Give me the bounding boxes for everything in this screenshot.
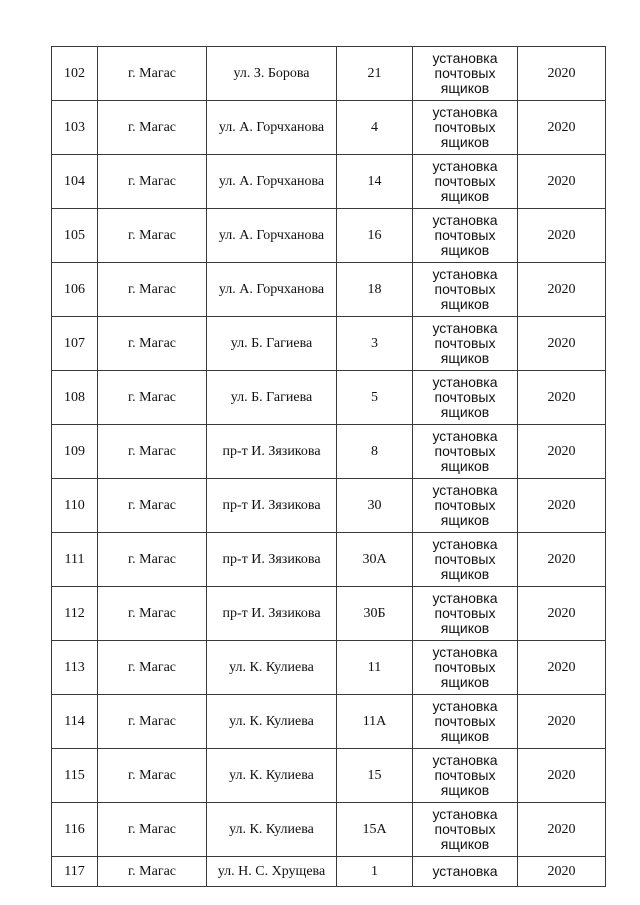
street-cell: ул. Б. Гагиева	[207, 317, 337, 371]
year-cell: 2020	[518, 155, 606, 209]
row-number-cell: 110	[52, 479, 98, 533]
year-cell: 2020	[518, 263, 606, 317]
year-cell: 2020	[518, 803, 606, 857]
street-cell: ул. З. Борова	[207, 47, 337, 101]
house-number-cell: 11А	[337, 695, 413, 749]
work-type-line: почтовых	[434, 659, 496, 675]
table-row	[52, 425, 606, 479]
work-type-line: установка	[432, 374, 498, 390]
table-row	[52, 155, 606, 209]
street-cell: пр-т И. Зязикова	[207, 533, 337, 587]
house-number-cell: 5	[337, 371, 413, 425]
work-type-line: установка	[432, 212, 498, 228]
row-number-cell: 112	[52, 587, 98, 641]
house-number-cell: 16	[337, 209, 413, 263]
street-cell: пр-т И. Зязикова	[207, 587, 337, 641]
row-number-cell: 102	[52, 47, 98, 101]
work-type-line: почтовых	[434, 227, 496, 243]
table-row	[52, 371, 606, 425]
street-cell: ул. А. Горчханова	[207, 101, 337, 155]
city-cell: г. Магас	[98, 803, 207, 857]
city-cell: г. Магас	[98, 47, 207, 101]
work-type-line: ящиков	[440, 836, 490, 852]
table-row	[52, 803, 606, 857]
year-cell: 2020	[518, 47, 606, 101]
work-type-line: ящиков	[440, 404, 490, 420]
city-cell: г. Магас	[98, 479, 207, 533]
year-cell: 2020	[518, 695, 606, 749]
work-type-line: установка	[432, 536, 498, 552]
year-cell: 2020	[518, 641, 606, 695]
street-cell: ул. Б. Гагиева	[207, 371, 337, 425]
work-type-line: почтовых	[434, 281, 496, 297]
work-type-line: почтовых	[434, 389, 496, 405]
work-type-line: почтовых	[434, 821, 496, 837]
work-type-line: установка	[432, 482, 498, 498]
city-cell: г. Магас	[98, 749, 207, 803]
work-type-cell	[413, 47, 518, 101]
work-type-line: установка	[432, 863, 498, 879]
city-cell: г. Магас	[98, 587, 207, 641]
street-cell: ул. А. Горчханова	[207, 155, 337, 209]
work-type-line: почтовых	[434, 605, 496, 621]
work-type-line: почтовых	[434, 497, 496, 513]
row-number-cell: 111	[52, 533, 98, 587]
house-number-cell: 18	[337, 263, 413, 317]
row-number-cell: 113	[52, 641, 98, 695]
table-row	[52, 263, 606, 317]
work-type-line: установка	[432, 158, 498, 174]
table-row	[52, 749, 606, 803]
house-number-cell: 30Б	[337, 587, 413, 641]
work-type-line: почтовых	[434, 335, 496, 351]
street-cell: пр-т И. Зязикова	[207, 425, 337, 479]
row-number-cell: 116	[52, 803, 98, 857]
work-type-line: ящиков	[440, 242, 490, 258]
work-type-line: почтовых	[434, 173, 496, 189]
table-row	[52, 101, 606, 155]
city-cell: г. Магас	[98, 101, 207, 155]
work-type-line: установка	[432, 590, 498, 606]
house-number-cell: 3	[337, 317, 413, 371]
street-cell: ул. К. Кулиева	[207, 749, 337, 803]
year-cell: 2020	[518, 479, 606, 533]
work-type-line: ящиков	[440, 512, 490, 528]
city-cell: г. Магас	[98, 263, 207, 317]
work-type-line: ящиков	[440, 80, 490, 96]
table-row	[52, 695, 606, 749]
row-number-cell: 114	[52, 695, 98, 749]
table-row	[52, 317, 606, 371]
row-number-cell: 108	[52, 371, 98, 425]
work-type-cell	[413, 479, 518, 533]
work-type-line: почтовых	[434, 551, 496, 567]
street-cell: ул. К. Кулиева	[207, 803, 337, 857]
house-number-cell: 11	[337, 641, 413, 695]
street-cell: ул. А. Горчханова	[207, 209, 337, 263]
work-type-line: почтовых	[434, 767, 496, 783]
work-type-line: ящиков	[440, 620, 490, 636]
work-type-line: ящиков	[440, 674, 490, 690]
street-cell: ул. К. Кулиева	[207, 641, 337, 695]
table-row	[52, 641, 606, 695]
city-cell: г. Магас	[98, 533, 207, 587]
house-number-cell: 15	[337, 749, 413, 803]
house-number-cell: 21	[337, 47, 413, 101]
work-type-line: почтовых	[434, 119, 496, 135]
table-row	[52, 533, 606, 587]
city-cell: г. Магас	[98, 641, 207, 695]
year-cell: 2020	[518, 317, 606, 371]
work-type-line: установка	[432, 320, 498, 336]
house-number-cell: 14	[337, 155, 413, 209]
address-table	[51, 46, 606, 887]
work-type-line: ящиков	[440, 782, 490, 798]
work-type-cell	[413, 371, 518, 425]
city-cell: г. Магас	[98, 209, 207, 263]
row-number-cell: 105	[52, 209, 98, 263]
table-row	[52, 47, 606, 101]
work-type-cell	[413, 155, 518, 209]
work-type-line: ящиков	[440, 296, 490, 312]
work-type-line: установка	[432, 806, 498, 822]
work-type-cell	[413, 209, 518, 263]
work-type-line: установка	[432, 698, 498, 714]
work-type-line: установка	[432, 266, 498, 282]
work-type-cell	[413, 101, 518, 155]
work-type-cell	[413, 749, 518, 803]
work-type-cell	[413, 317, 518, 371]
work-type-line: почтовых	[434, 65, 496, 81]
house-number-cell: 30	[337, 479, 413, 533]
address-table-body	[52, 47, 606, 887]
row-number-cell: 103	[52, 101, 98, 155]
city-cell: г. Магас	[98, 695, 207, 749]
city-cell: г. Магас	[98, 155, 207, 209]
city-cell: г. Магас	[98, 857, 207, 887]
row-number-cell: 106	[52, 263, 98, 317]
street-cell: ул. Н. С. Хрущева	[207, 857, 337, 887]
house-number-cell: 15А	[337, 803, 413, 857]
work-type-cell	[413, 803, 518, 857]
row-number-cell: 109	[52, 425, 98, 479]
city-cell: г. Магас	[98, 371, 207, 425]
work-type-line: установка	[432, 428, 498, 444]
work-type-line: установка	[432, 644, 498, 660]
street-cell: ул. К. Кулиева	[207, 695, 337, 749]
year-cell: 2020	[518, 587, 606, 641]
work-type-line: установка	[432, 50, 498, 66]
year-cell: 2020	[518, 749, 606, 803]
house-number-cell: 30А	[337, 533, 413, 587]
work-type-line: ящиков	[440, 458, 490, 474]
city-cell: г. Магас	[98, 425, 207, 479]
year-cell: 2020	[518, 857, 606, 887]
work-type-cell	[413, 263, 518, 317]
work-type-line: ящиков	[440, 566, 490, 582]
work-type-line: ящиков	[440, 350, 490, 366]
work-type-line: ящиков	[440, 188, 490, 204]
work-type-cell	[413, 533, 518, 587]
work-type-line: почтовых	[434, 713, 496, 729]
work-type-line: ящиков	[440, 134, 490, 150]
street-cell: ул. А. Горчханова	[207, 263, 337, 317]
house-number-cell: 4	[337, 101, 413, 155]
work-type-cell	[413, 587, 518, 641]
table-row	[52, 209, 606, 263]
table-row	[52, 479, 606, 533]
year-cell: 2020	[518, 371, 606, 425]
house-number-cell: 1	[337, 857, 413, 887]
street-cell: пр-т И. Зязикова	[207, 479, 337, 533]
year-cell: 2020	[518, 101, 606, 155]
table-row	[52, 587, 606, 641]
work-type-cell	[413, 425, 518, 479]
year-cell: 2020	[518, 425, 606, 479]
row-number-cell: 117	[52, 857, 98, 887]
table-row	[52, 857, 606, 887]
work-type-cell	[413, 641, 518, 695]
city-cell: г. Магас	[98, 317, 207, 371]
work-type-line: установка	[432, 104, 498, 120]
work-type-line: почтовых	[434, 443, 496, 459]
row-number-cell: 107	[52, 317, 98, 371]
work-type-line: установка	[432, 752, 498, 768]
year-cell: 2020	[518, 209, 606, 263]
year-cell: 2020	[518, 533, 606, 587]
work-type-cell	[413, 695, 518, 749]
row-number-cell: 115	[52, 749, 98, 803]
work-type-cell	[413, 857, 518, 887]
work-type-line: ящиков	[440, 728, 490, 744]
house-number-cell: 8	[337, 425, 413, 479]
row-number-cell: 104	[52, 155, 98, 209]
